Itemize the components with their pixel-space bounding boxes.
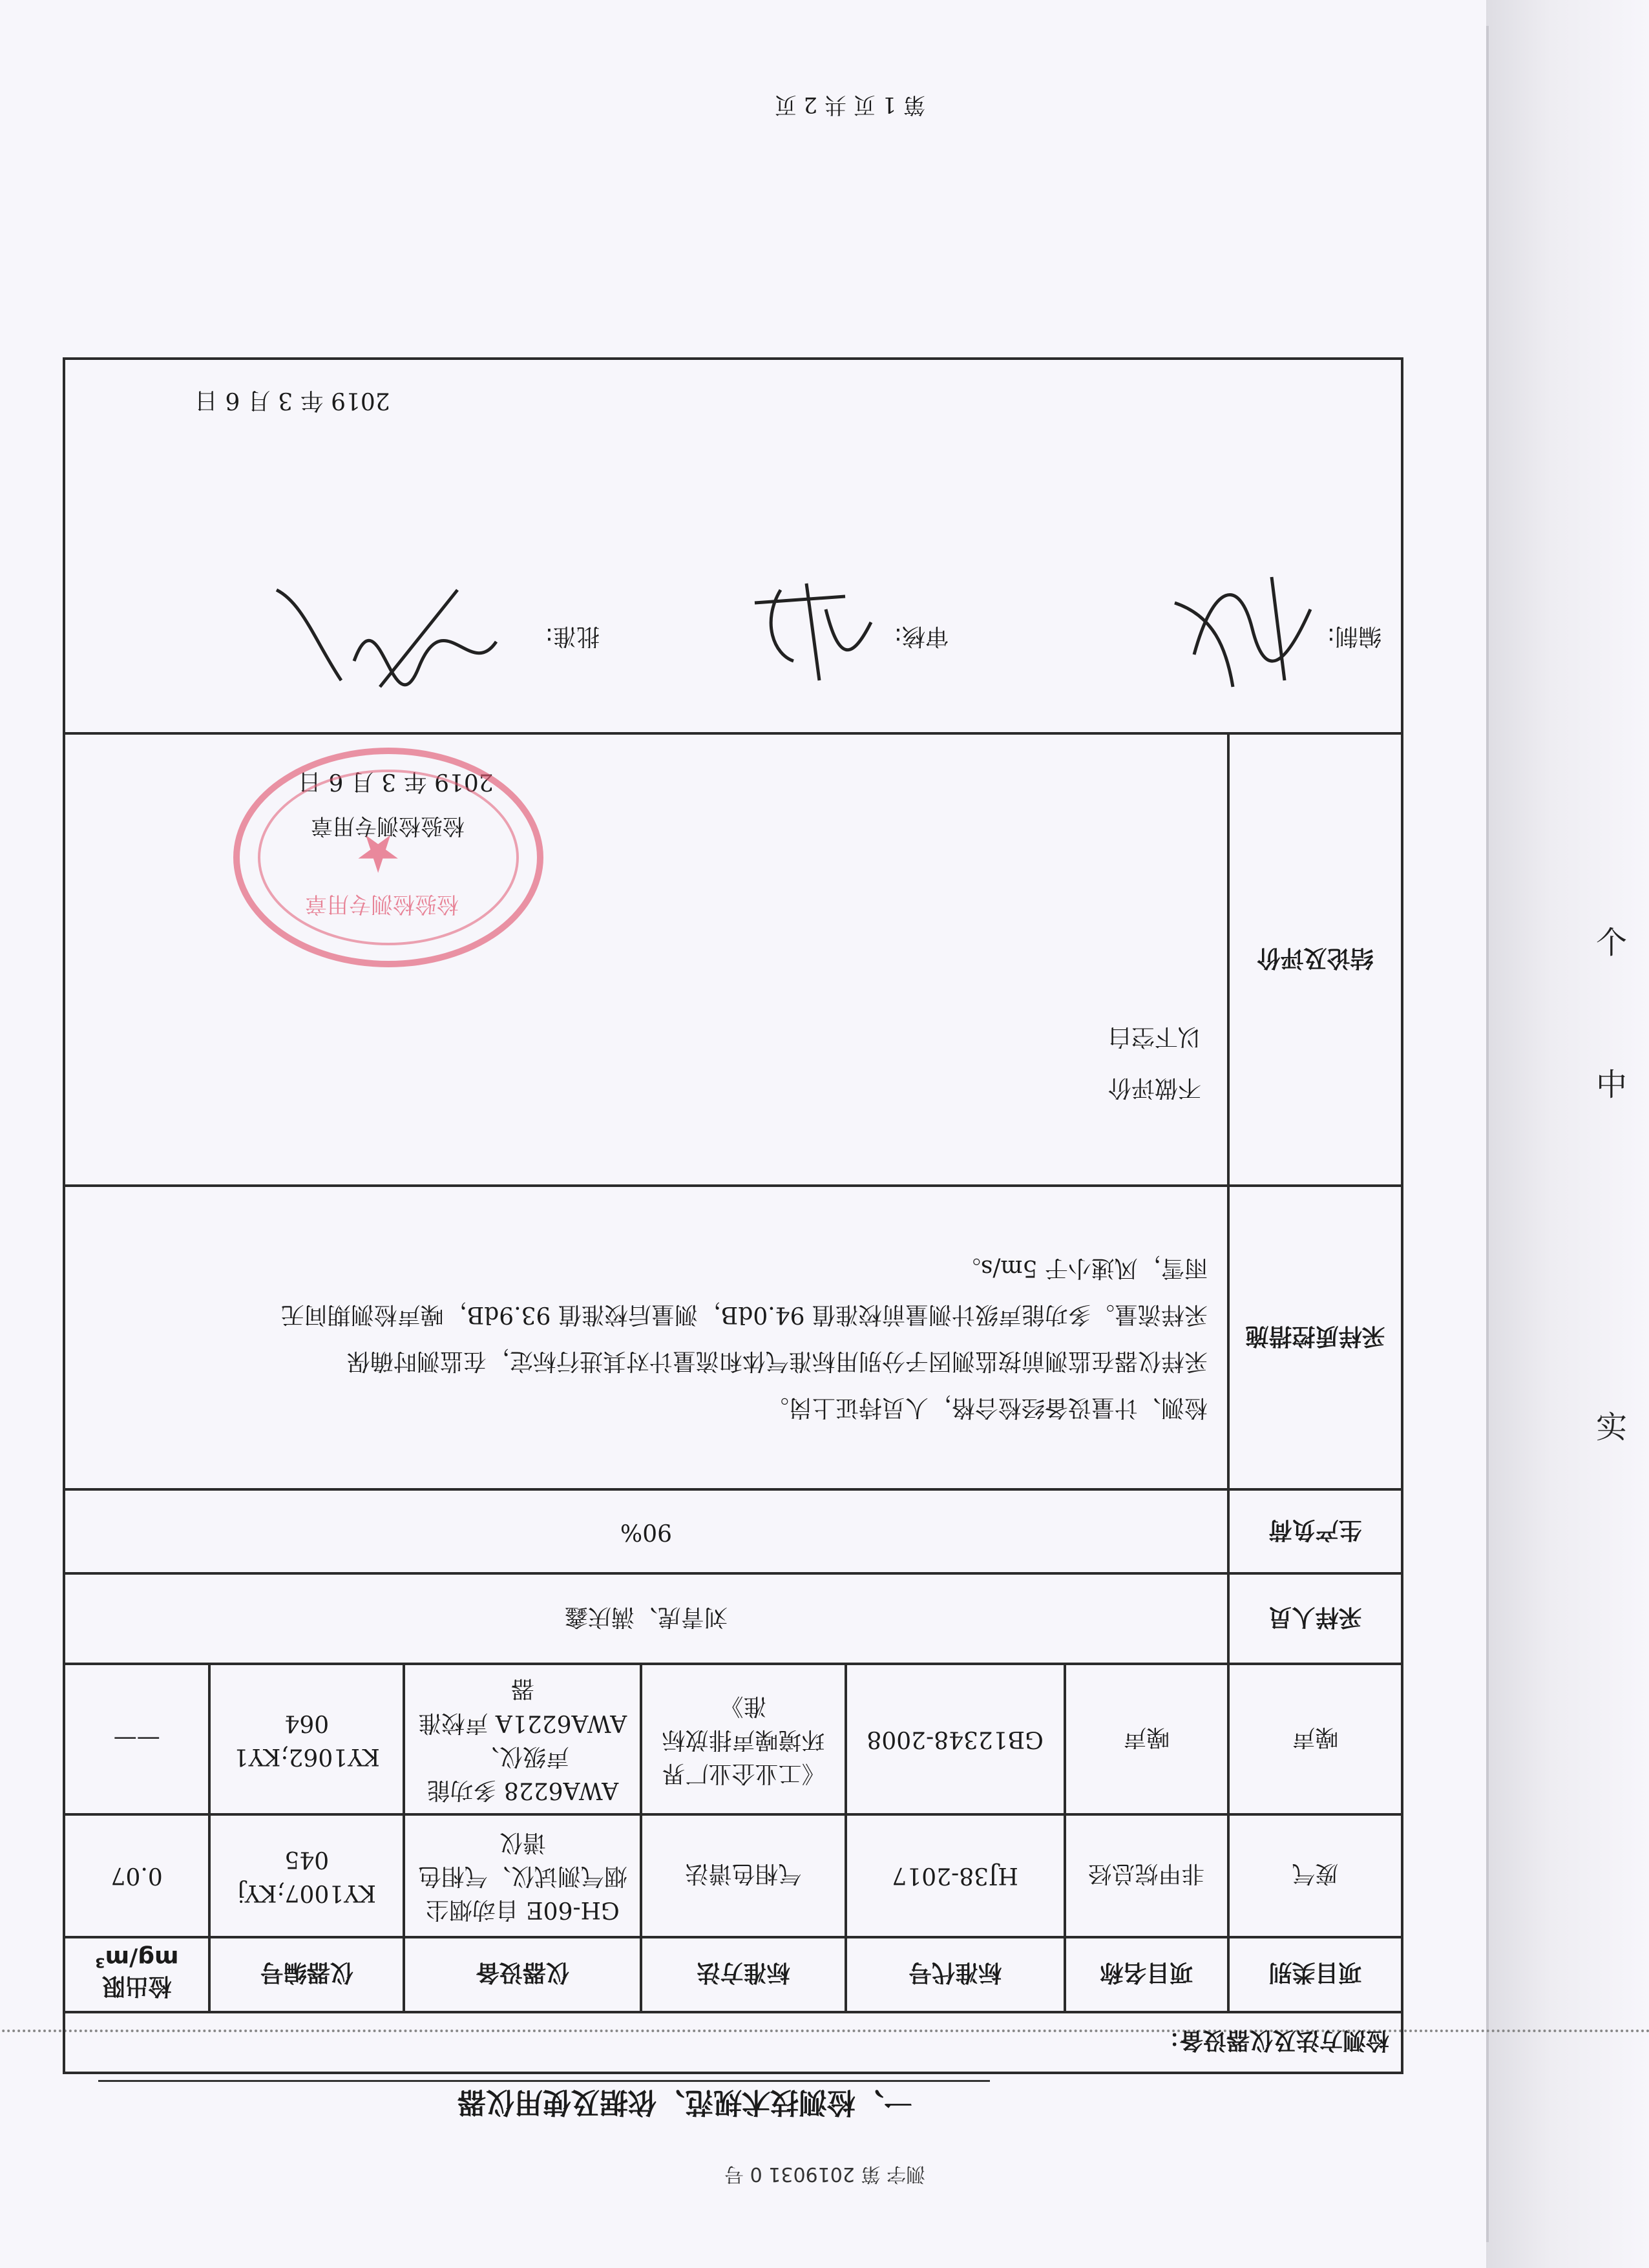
col-header: 仪器编号: [209, 1937, 404, 2012]
qc-line: 检测、计量设备经检合格，人员持证上岗。: [765, 1394, 1208, 1422]
conclusion-label: 结论及评价: [1228, 733, 1402, 1186]
col-header: 仪器设备: [404, 1937, 641, 2012]
col-header: 项目名称: [1065, 1937, 1228, 2012]
signature-row: [64, 359, 1402, 733]
table-row: [64, 1814, 1402, 1937]
caption-row: [64, 2012, 1402, 2073]
cell-category: 噪声: [1228, 1664, 1402, 1814]
stamp-star-icon: ★: [355, 823, 401, 884]
cell-category: 废气: [1228, 1814, 1402, 1937]
sampling-staff-row: [64, 1573, 1402, 1664]
title-rule: [98, 2080, 990, 2082]
quality-control-text: [64, 1186, 1228, 1489]
reviewer-label: 审核:: [894, 623, 949, 650]
cell-instrument-no: KY1007;KYj 045: [209, 1814, 404, 1937]
qc-line: 采样仪器在监测前按监测因子分别用标准气体和流量计对其进行标定，在监测时确保: [346, 1348, 1208, 1375]
cell-equipment: AWA6228 多功能声级仪、AWA6221A 声校准器: [404, 1664, 641, 1814]
production-load-label: 生产负荷: [1228, 1489, 1402, 1573]
side-glyph-3: 个: [1596, 925, 1628, 961]
approver-signature: [264, 564, 509, 706]
conclusion-cell: [64, 733, 1228, 1186]
production-load-row: [64, 1489, 1402, 1573]
cell-limit: ——: [64, 1664, 209, 1814]
quality-control-label: 采样质控措施: [1228, 1186, 1402, 1489]
table-header-row: [64, 1937, 1402, 2012]
cell-method: 《工业企业厂界环境噪声排放标准》: [641, 1664, 845, 1814]
signature-date: 2019 年 3 月 6 日: [194, 387, 390, 414]
cell-method: 气相色谱法: [641, 1814, 845, 1937]
qc-line: 采样流量。多功能声级计测量前校准值 94.0dB，测量后校准值 93.9dB，噪声检测期间无: [280, 1301, 1208, 1328]
approver-label: 批准:: [545, 623, 600, 650]
reviewer-signature: [742, 571, 884, 700]
editor-signature: [1155, 564, 1323, 706]
conclusion-line: 以下空白: [1108, 1024, 1201, 1051]
conclusion-text: [91, 1011, 1201, 1113]
official-stamp: [233, 748, 543, 967]
page-number: 第 1 页 共 2 页: [774, 92, 925, 118]
col-header: 检出限 mg/m³: [64, 1937, 209, 2012]
editor-label: 编制:: [1327, 623, 1381, 650]
cell-instrument-no: KY1062;KY1 064: [209, 1664, 404, 1814]
col-header: 项目类别: [1228, 1937, 1402, 2012]
cell-name: 非甲烷总烃: [1065, 1814, 1228, 1937]
sampling-staff-value: 刘青虎、满庆鑫: [64, 1573, 1228, 1664]
conclusion-line: 不做评价: [1108, 1075, 1201, 1102]
cell-standard: HJ38-2017: [846, 1814, 1065, 1937]
cell-equipment: GH-60E 自动烟尘烟气测试仪、气相色谱仪: [404, 1814, 641, 1937]
sampling-staff-label: 采样人员: [1228, 1573, 1402, 1664]
col-header: 标准方法: [641, 1937, 845, 2012]
methods-caption: 检测方法及仪器设备：: [64, 2012, 1402, 2073]
signature-cell: [64, 359, 1402, 733]
stamp-ring-text: 检验检测专用章: [305, 891, 459, 918]
section-title: 一、检测技术规范、依据及使用仪器: [457, 2086, 912, 2119]
cell-limit: 0.07: [64, 1814, 209, 1937]
methods-table: [63, 357, 1403, 2074]
cell-standard: GB12348-2008: [846, 1664, 1065, 1814]
table-row: [64, 1664, 1402, 1814]
stamp-caption: 检验检测专用章: [311, 813, 465, 839]
side-glyph-1: 实: [1596, 1409, 1628, 1445]
qc-line: 雨雪，风速小于 5m/s。: [957, 1255, 1208, 1282]
document-number: 测字 第 2019031 0 号: [724, 2163, 925, 2185]
production-load-value: 90%: [64, 1489, 1228, 1573]
col-header: 标准代号: [846, 1937, 1065, 2012]
quality-control-row: [64, 1186, 1402, 1489]
side-glyph-2: 中: [1596, 1067, 1628, 1103]
cell-name: 噪声: [1065, 1664, 1228, 1814]
conclusion-row: [64, 733, 1402, 1186]
conclusion-date: 2019 年 3 月 6 日: [298, 768, 494, 795]
